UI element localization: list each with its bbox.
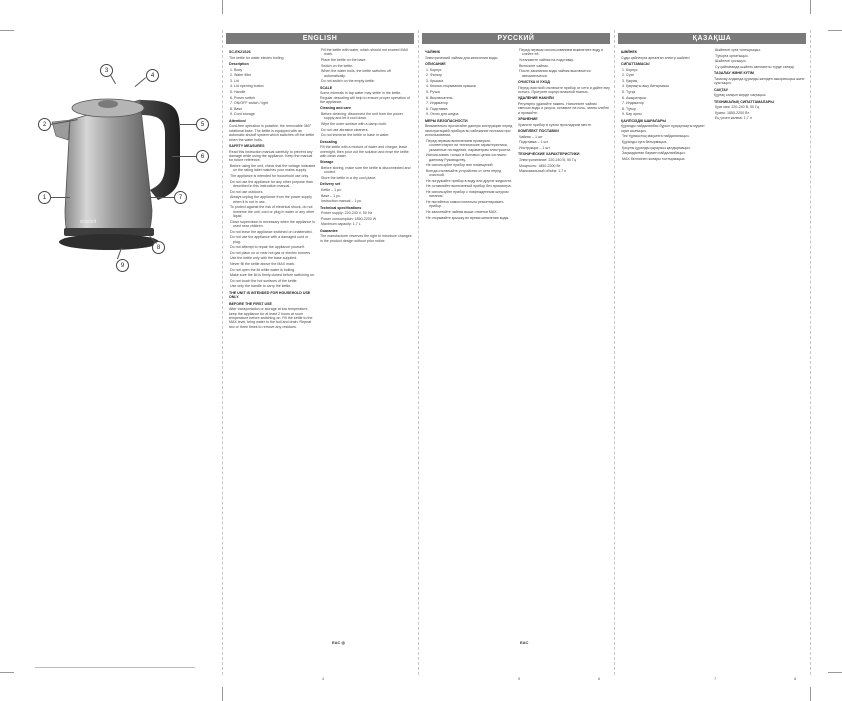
list-item: Power consumption: 1850-2200 W bbox=[321, 216, 377, 221]
subtitle: The kettle for water electric boiling bbox=[229, 55, 284, 60]
list-item: Не используйте прибор с поврежденным шнуром питания. bbox=[426, 189, 509, 199]
list-item: Switch on the kettle. bbox=[321, 63, 354, 68]
section-heading: ОПИСАНИЕ bbox=[425, 62, 446, 66]
section-heading: Delivery set bbox=[320, 182, 341, 187]
list-item: 6. Power switch bbox=[230, 95, 256, 100]
list-item: Store the kettle in a dry cool place. bbox=[321, 176, 377, 180]
eac-mark-icon: EAC ◎ bbox=[332, 640, 346, 645]
list-item: Шәйнекті суға толтырыңыз. bbox=[715, 48, 761, 52]
list-item: Never fill the kettle above the MAX mark. bbox=[230, 261, 296, 266]
list-item: 2. Сүзгі bbox=[622, 73, 635, 78]
section-heading: ҚАУІПСІЗДІК ШАРАЛАРЫ bbox=[621, 118, 667, 123]
crop-mark bbox=[0, 30, 14, 31]
list-item: 8. Подставка bbox=[426, 106, 448, 111]
list-item: 7. Индикатор bbox=[426, 101, 448, 106]
callout-leader bbox=[180, 124, 196, 125]
list-item: Before using the unit, check that the voltage indicated on the rating label matches your mains supply. bbox=[230, 163, 316, 173]
callout-leader bbox=[50, 197, 70, 198]
callout-leader bbox=[150, 197, 174, 198]
list-item: 6. Ажыратқыш bbox=[622, 95, 646, 100]
list-item: Make sure the lid is firmly closed before switching on. bbox=[230, 273, 315, 278]
list-item: 4. Lid opening button bbox=[230, 84, 264, 89]
list-item: 7. ON/OFF switch / light bbox=[230, 101, 269, 106]
list-item: Do not use the appliance with a damaged cord or plug. bbox=[230, 235, 309, 244]
callout-7: 7 bbox=[174, 191, 187, 204]
list-item: Do not leave the appliance switched on unattended. bbox=[230, 229, 313, 234]
page-number: 6 bbox=[598, 676, 601, 681]
list-item: Before cleaning, disconnect the unit from the power supply and let it cool down. bbox=[321, 112, 403, 121]
model-title: ЧАЙНИК bbox=[425, 50, 441, 54]
list-item: Установите чайник на подставку. bbox=[519, 58, 574, 62]
callout-4: 4 bbox=[146, 69, 159, 82]
list-item: Не открывайте крышку во время кипячения воды. bbox=[426, 215, 510, 220]
section-heading: Description bbox=[229, 62, 249, 66]
list-item: Использовать только в бытовых целях согласно данному Руководству. bbox=[426, 153, 507, 162]
list-item: Құралды суға батырмаңыз. bbox=[622, 139, 668, 144]
list-item: Қуаты: 1850-2200 Вт bbox=[715, 110, 750, 115]
section-heading: САҚТАУ bbox=[714, 87, 728, 92]
page-number: 8 bbox=[794, 676, 797, 681]
list-item: To protect against the risk of electrical shock, do not immerse the unit, cord or plug in water or any other liquid. bbox=[230, 205, 315, 218]
subtitle: Электрический чайник для кипячения воды bbox=[425, 55, 498, 60]
brand-mark: scarlett bbox=[80, 219, 97, 225]
section-heading: Storage bbox=[320, 160, 334, 165]
kettle-illustration bbox=[20, 60, 220, 290]
fold-line bbox=[810, 30, 811, 675]
list-item: Не используйте прибор вне помещений. bbox=[426, 163, 494, 168]
section-heading: ТЕХНИЧЕСКИЕ ХАРАКТЕРИСТИКИ bbox=[518, 152, 580, 157]
crop-mark bbox=[222, 0, 223, 14]
fold-line bbox=[614, 30, 615, 675]
paragraph: Тазалау алдында құралды желіден ажыратыңыз және суытыңыз. bbox=[714, 76, 805, 86]
list-item: 3. Қақпақ bbox=[622, 78, 638, 83]
list-item: Не заполняйте чайник выше отметки MAX. bbox=[426, 209, 498, 214]
page-number: 7 bbox=[714, 676, 717, 681]
eac-mark-icon: EAC bbox=[520, 640, 529, 645]
list-item: Place the kettle on the base. bbox=[321, 58, 367, 62]
callout-leader bbox=[172, 156, 196, 157]
paragraph: Read this instruction manual carefully to prevent any damage while using the appliance. Keep the manual for future reference. bbox=[229, 149, 313, 163]
list-item: 4. Кнопка открывания крышки bbox=[426, 84, 476, 89]
page-number: 5 bbox=[518, 676, 521, 681]
list-item: Электропитание: 220-240 В, 50 Гц bbox=[519, 158, 576, 162]
paragraph: Құрғақ салқын жерде сақтаңыз. bbox=[714, 93, 767, 98]
list-item: Before storing, make sure the kettle is disconnected and cooled. bbox=[321, 166, 411, 175]
english-column-1 bbox=[229, 48, 317, 666]
paragraph: Внимательно прочитайте данную инструкцию перед эксплуатацией прибора во избежание поломок при использовании. bbox=[425, 124, 513, 138]
section-heading: SCALE bbox=[320, 85, 333, 90]
section-heading: СИПАТТАМАСЫ bbox=[621, 62, 650, 66]
list-item: Use only the handle to carry the kettle. bbox=[230, 284, 292, 289]
list-item: Maximum capacity: 1.7 L bbox=[321, 222, 361, 227]
list-item: Kettle – 1 pc. bbox=[321, 188, 342, 192]
fold-line bbox=[418, 30, 419, 675]
list-item: 8. Тұғыр bbox=[622, 106, 636, 111]
list-item: После закипания воды чайник выключится автоматически. bbox=[519, 69, 591, 78]
warning-footer: THE UNIT IS INTENDED FOR HOUSEHOLD USE ONLY bbox=[229, 290, 311, 300]
list-item: MAX белгісінен жоғары толтырмаңыз. bbox=[622, 156, 686, 161]
list-item: 7. Индикатор bbox=[622, 101, 644, 106]
list-item: Fill the kettle with water, which should not exceed MAX mark. bbox=[321, 48, 409, 57]
list-item: 1. Корпус bbox=[426, 67, 442, 72]
list-item: Close supervision is necessary when the appliance is used near children. bbox=[230, 219, 315, 228]
list-item: Зақымдалған баумен пайдаланбаңыз. bbox=[622, 151, 686, 156]
list-item: The appliance is intended for household use only. bbox=[230, 173, 309, 178]
list-item: 4. Қақпақты ашу батырмасы bbox=[622, 84, 670, 89]
section-heading: ТАЗАЛАУ ЖӘНЕ КҮТІМ bbox=[714, 71, 754, 76]
list-item: Тек тұрмыстық мақсатта пайдаланыңыз. bbox=[622, 134, 690, 139]
callout-5: 5 bbox=[196, 118, 209, 131]
section-heading: Attention! bbox=[229, 118, 246, 123]
list-item: Wipe the outer surface with a damp cloth. bbox=[321, 122, 388, 126]
crop-mark bbox=[0, 672, 14, 673]
list-item: Ең үлкен көлемі: 1,7 л bbox=[715, 116, 752, 121]
russian-column-1 bbox=[425, 48, 515, 666]
list-item: 8. Base bbox=[230, 106, 243, 111]
callout-6: 6 bbox=[196, 150, 209, 163]
list-item: Максимальный объём: 1,7 л bbox=[519, 169, 567, 174]
list-item: Do not switch on the empty kettle. bbox=[321, 79, 375, 84]
list-item: Do not use outdoors. bbox=[230, 189, 264, 194]
list-item: 9. Отсек для шнура bbox=[426, 112, 459, 117]
list-item: Перед первым включением проверьте, соответствуют ли технические характеристики, указанные на изделии, параметрам электросети. bbox=[426, 138, 512, 152]
model-title: ШӘЙНЕК bbox=[621, 50, 637, 54]
callout-3: 3 bbox=[100, 64, 113, 77]
list-item: 6. Выключатель bbox=[426, 95, 453, 100]
banner-kazakh: ҚАЗАҚША bbox=[618, 33, 806, 44]
page-number: 4 bbox=[322, 676, 325, 681]
section-heading: МЕРЫ БЕЗОПАСНОСТИ bbox=[425, 118, 468, 123]
list-item: Перед первым использованием вскипятите воду и слейте её. bbox=[519, 48, 604, 57]
callout-2: 2 bbox=[38, 118, 51, 131]
list-item: Шәйнекті қосыңыз. bbox=[715, 59, 747, 64]
paragraph: The manufacturer reserves the right to introduce changes in the product design without prior notice. bbox=[320, 234, 412, 243]
paragraph: Регулярно удаляйте накипь. Наполните чайник смесью воды и уксуса, оставьте на ночь, затем слейте и промойте. bbox=[518, 102, 610, 115]
list-item: 5. Тұтқа bbox=[622, 89, 636, 94]
list-item: Do not attempt to repair the appliance yourself. bbox=[230, 245, 305, 250]
list-item: Use the kettle only with the base supplied. bbox=[230, 256, 298, 261]
section-heading: ОЧИСТКА И УХОД bbox=[518, 80, 550, 84]
section-heading: ХРАНЕНИЕ bbox=[518, 117, 538, 122]
list-item: Base – 1 pc. bbox=[321, 193, 341, 198]
list-item: 3. Lid bbox=[230, 78, 239, 83]
list-item: 9. Бау орны bbox=[622, 112, 642, 117]
list-item: Do not immerse the kettle or base in water. bbox=[321, 133, 390, 138]
list-item: Instruction manual – 1 pc. bbox=[321, 199, 363, 204]
section-heading: Guarantee bbox=[320, 228, 338, 233]
paragraph: After transportation or storage at low temperature, keep the appliance for at least 2 hours at room temperature before switching on. Fill the kettle to the MAX level, bring water to the boil and drain. Repeat two or three times to remove any residues. bbox=[229, 307, 313, 329]
section-heading: Technical specifications bbox=[320, 205, 362, 210]
subtitle: Суды қайнатуға арналған электр шәйнегі bbox=[621, 55, 690, 60]
section-heading: SAFETY MEASURES bbox=[229, 143, 265, 148]
section-heading: BEFORE THE FIRST USE bbox=[229, 301, 272, 306]
list-item: Тұғырға орнатыңыз. bbox=[715, 53, 749, 58]
russian-column-2 bbox=[518, 48, 610, 666]
list-item: Всегда отключайте устройство от сети перед очисткой. bbox=[426, 168, 502, 178]
list-item: Включите чайник. bbox=[519, 63, 549, 68]
footer-rule bbox=[35, 667, 195, 668]
list-item: Do not open the lid while water is boiling. bbox=[230, 267, 296, 272]
section-heading: Descaling bbox=[320, 139, 337, 144]
list-item: Не погружайте прибор в воду или другие жидкости. bbox=[426, 178, 513, 183]
banner-english: ENGLISH bbox=[226, 33, 414, 44]
list-item: 5. Handle bbox=[230, 89, 246, 94]
list-item: Do not use abrasive cleaners. bbox=[321, 127, 369, 132]
list-item: Не оставляйте включенный прибор без присмотра. bbox=[426, 184, 512, 189]
list-item: Не пытайтесь самостоятельно ремонтировать прибор. bbox=[426, 199, 504, 209]
callout-8: 8 bbox=[152, 241, 165, 254]
list-item: Always unplug the appliance from the power supply when it is not in use. bbox=[230, 195, 312, 204]
list-item: 5. Ручка bbox=[426, 89, 440, 94]
crop-mark bbox=[810, 687, 811, 701]
crop-mark bbox=[828, 672, 842, 673]
fold-line bbox=[222, 30, 223, 675]
list-item: Мощность: 1850-2200 Вт bbox=[519, 163, 561, 168]
paragraph: Храните прибор в сухом прохладном месте. bbox=[518, 122, 592, 127]
list-item: Қосулы құралды қараусыз қалдырмаңыз. bbox=[622, 145, 691, 150]
section-heading: Cleaning and care bbox=[320, 106, 351, 111]
paragraph: Some minerals in tap water may settle in the kettle. Regular descaling will help to ensure proper operation of the appliance. bbox=[320, 91, 410, 104]
crop-mark bbox=[828, 30, 842, 31]
crop-mark bbox=[222, 687, 223, 701]
list-item: 9. Cord storage bbox=[230, 112, 255, 117]
list-item: 3. Крышка bbox=[426, 78, 444, 83]
list-item: When the water boils, the kettle switches off automatically. bbox=[321, 69, 391, 78]
callout-1: 1 bbox=[38, 191, 51, 204]
list-item: Do not place on or near hot gas or electric burners. bbox=[230, 250, 312, 255]
list-item: Инструкция – 1 шт. bbox=[519, 146, 551, 150]
list-item: Do not touch the hot surfaces of the kettle. bbox=[230, 278, 298, 283]
list-item: Су қайнағанда шәйнек автоматты түрде сөнеді. bbox=[715, 64, 795, 69]
kazakh-column-2 bbox=[714, 48, 806, 666]
english-column-2 bbox=[320, 48, 412, 666]
list-item: 1. Корпус bbox=[622, 67, 638, 72]
list-item: Қуат көзі: 220-240 В, 50 Гц bbox=[715, 105, 760, 110]
model-title: SC-EK21S26 bbox=[229, 50, 251, 54]
list-item: Power supply: 220-240 V, 50 Hz bbox=[321, 211, 373, 216]
kazakh-column-1 bbox=[621, 48, 711, 666]
paragraph: Cord-free operation is possible, the removable 360° rotational base. The kettle is equipped with an automatic shutoff system which switches off the kettle when the water boils. bbox=[229, 124, 315, 142]
paragraph: Құралды пайдаланбас бұрын нұсқаулықты мұқият оқып шығыңыз. bbox=[621, 124, 705, 133]
list-item: Подставка – 1 шт. bbox=[519, 140, 549, 145]
crop-mark bbox=[810, 0, 811, 14]
list-item: 2. Фильтр bbox=[426, 73, 443, 78]
section-heading: ТЕХНИКАЛЫҚ СИПАТТАМАЛАРЫ bbox=[714, 99, 774, 104]
section-heading: УДАЛЕНИЕ НАКИПИ bbox=[518, 96, 554, 101]
list-item: Чайник – 1 шт. bbox=[519, 134, 544, 139]
section-heading: КОМПЛЕКТ ПОСТАВКИ bbox=[518, 129, 559, 134]
paragraph: Fill the kettle with a mixture of water and vinegar, leave overnight, then pour out the solution and rinse the kettle with clean water. bbox=[320, 145, 409, 158]
banner-russian: РУССКИЙ bbox=[422, 33, 610, 44]
paragraph: Перед очисткой отключите прибор от сети и дайте ему остыть. Протрите корпус влажной тканью. bbox=[518, 85, 610, 94]
list-item: 1. Body bbox=[230, 67, 243, 72]
callout-9: 9 bbox=[116, 259, 129, 272]
list-item: Do not use the appliance for any other purpose than described in this instruction manual. bbox=[230, 179, 313, 188]
list-item: 2. Water filter bbox=[230, 73, 252, 78]
